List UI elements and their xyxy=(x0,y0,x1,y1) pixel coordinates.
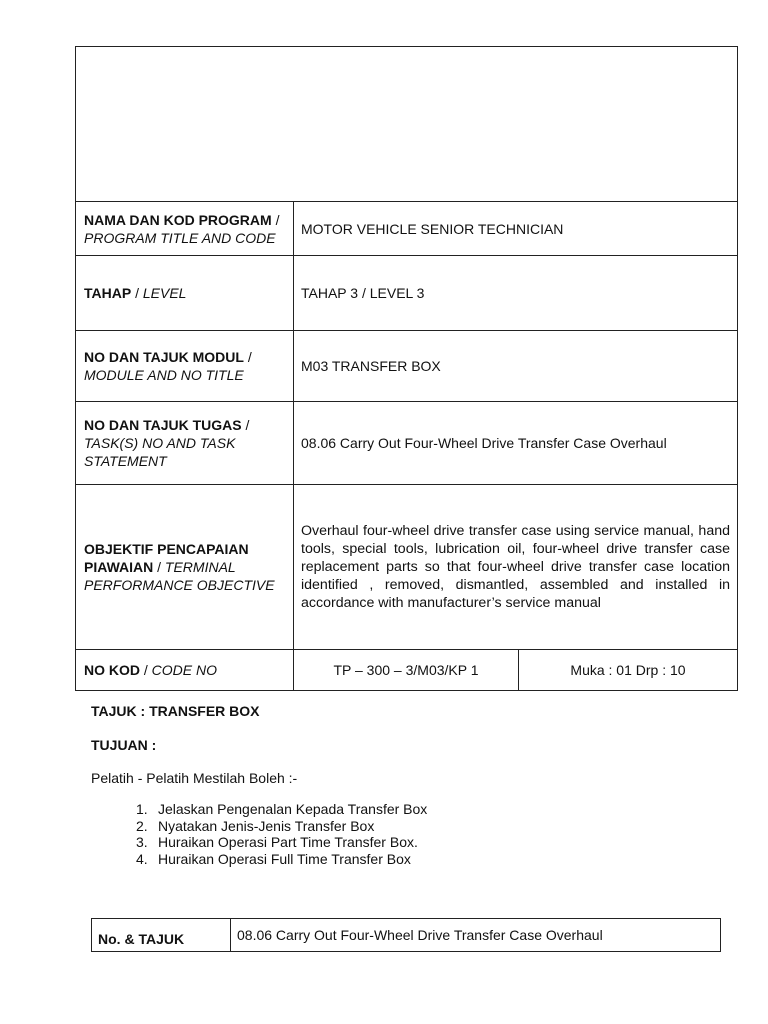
module-value: M03 TRANSFER BOX xyxy=(301,358,441,374)
task-label-bold: NO DAN TAJUK TUGAS xyxy=(84,417,242,433)
level-label-bold: TAHAP xyxy=(84,285,132,301)
list-item xyxy=(136,834,427,851)
list-item-number: 3. xyxy=(136,834,148,850)
code-row xyxy=(76,650,737,690)
task-value: 08.06 Carry Out Four-Wheel Drive Transfer Case Overhaul xyxy=(301,435,667,451)
task-label: NO DAN TAJUK TUGAS / TASK(S) NO AND TASK STATEMENT xyxy=(76,402,294,484)
level-row xyxy=(76,256,737,331)
program-label-bold: NAMA DAN KOD PROGRAM xyxy=(84,211,272,228)
program-label: NAMA DAN KOD PROGRAM / PROGRAM TITLE AND CODE xyxy=(76,202,294,255)
task-title-table xyxy=(91,918,721,952)
level-value: TAHAP 3 / LEVEL 3 xyxy=(301,285,425,301)
list-item-number: 1. xyxy=(136,801,148,817)
code-label-italic: CODE NO xyxy=(151,662,218,678)
code-label-bold: NO KOD xyxy=(84,662,140,678)
module-row xyxy=(76,331,737,402)
list-item-text: Nyatakan Jenis-Jenis Transfer Box xyxy=(158,817,375,834)
intro-text: Pelatih - Pelatih Mestilah Boleh :- xyxy=(91,770,298,786)
program-row xyxy=(76,202,737,256)
list-item xyxy=(136,818,427,835)
objective-label: OBJEKTIF PENCAPAIAN PIAWAIAN / TERMINAL PERFORMANCE OBJECTIVE xyxy=(76,485,294,649)
program-value: MOTOR VEHICLE SENIOR TECHNICIAN xyxy=(301,220,564,237)
list-item-number: 4. xyxy=(136,850,148,867)
module-label-bold: NO DAN TAJUK MODUL xyxy=(84,349,244,365)
list-item-number: 2. xyxy=(136,817,148,834)
task-title-value: 08.06 Carry Out Four-Wheel Drive Transfer Case Overhaul xyxy=(237,927,603,943)
objective-label-bold: OBJEKTIF PENCAPAIAN PIAWAIAN xyxy=(84,541,249,575)
list-item-text: Jelaskan Pengenalan Kepada Transfer Box xyxy=(158,801,428,817)
objective-label-italic: TERMINAL PERFORMANCE OBJECTIVE xyxy=(84,559,275,593)
task-title-label: No. & TAJUK xyxy=(92,919,231,951)
course-info-form xyxy=(75,46,738,691)
task-label-italic: TASK(S) NO AND TASK STATEMENT xyxy=(84,435,236,469)
list-item xyxy=(136,801,427,818)
form-header-blank xyxy=(76,47,737,202)
task-row xyxy=(76,402,737,485)
page-number: Muka : 01 Drp : 10 xyxy=(570,662,686,678)
code-label: NO KOD / CODE NO xyxy=(76,650,294,690)
module-label: NO DAN TAJUK MODUL / MODULE AND NO TITLE xyxy=(76,331,294,401)
list-item-text: Huraikan Operasi Full Time Transfer Box xyxy=(158,850,411,867)
level-label-italic: LEVEL xyxy=(142,285,187,301)
code-value: TP – 300 – 3/M03/KP 1 xyxy=(294,650,519,690)
list-item-text: Huraikan Operasi Part Time Transfer Box. xyxy=(158,834,418,850)
objectives-list xyxy=(136,801,427,867)
purpose-heading: TUJUAN : xyxy=(91,737,157,753)
program-label-italic: PROGRAM TITLE AND CODE xyxy=(84,229,276,246)
objective-value: Overhaul four-wheel drive transfer case using service manual, hand tools, special tools, lubrication oil, four-wheel drive transfer case replacement parts so that four-wheel drive transfer case location identified , removed, dismantled, assembled and installed in accordance with manufacturer’s service manual xyxy=(301,523,730,611)
objective-row xyxy=(76,485,737,650)
document-title: TAJUK : TRANSFER BOX xyxy=(91,703,260,719)
level-label: TAHAP / LEVEL xyxy=(76,256,294,330)
list-item xyxy=(136,851,427,868)
module-label-italic: MODULE AND NO TITLE xyxy=(84,367,244,383)
